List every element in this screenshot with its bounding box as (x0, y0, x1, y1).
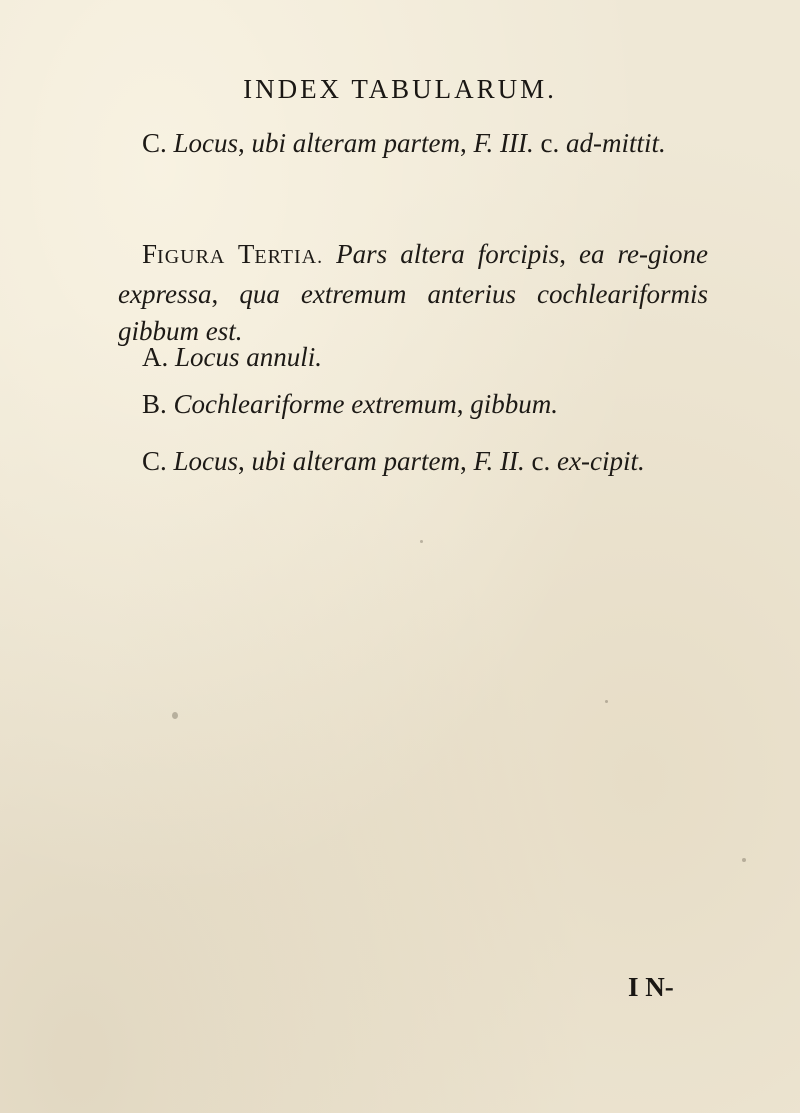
entry-c (118, 443, 708, 480)
entry-separator: , (460, 446, 474, 476)
entry-c-prior (118, 125, 708, 162)
entry-separator: , (238, 446, 252, 476)
entry-text: Locus (173, 128, 239, 158)
entry-text: Cochleariforme extremum (173, 389, 457, 419)
entry-text: ubi alteram partem (251, 446, 461, 476)
entry-figura-tertia (118, 236, 708, 350)
entry-text: ea re-gione expressa (118, 239, 709, 309)
paper-speck (605, 700, 608, 703)
page-title: INDEX TABULARUM. (243, 74, 557, 104)
entry-text: ad-mittit. (566, 128, 666, 158)
figure-heading: IGURA (157, 246, 226, 268)
entry-letter: c. (533, 128, 560, 158)
entry-label: C. (142, 446, 167, 476)
entry-text: Locus (173, 446, 239, 476)
figure-reference: F. II. (473, 446, 525, 476)
entry-separator: , (456, 389, 471, 419)
paper-speck (172, 712, 178, 719)
entry-separator: , (238, 128, 252, 158)
entry-text: Locus annuli. (175, 342, 323, 372)
entry-text: Pars altera forcipis (336, 239, 560, 269)
figure-heading: ERTIA. (254, 246, 324, 268)
paper-speck (742, 858, 746, 862)
entry-text: gibbum. (470, 389, 558, 419)
entry-b (118, 386, 708, 423)
entry-label: B. (142, 389, 167, 419)
entry-text: ubi alteram partem (251, 128, 461, 158)
entry-separator: , (211, 279, 240, 309)
entry-letter: c. (524, 446, 551, 476)
entry-separator: , (460, 128, 474, 158)
entry-label: C. (142, 128, 167, 158)
entry-a (118, 339, 708, 376)
entry-separator: , (559, 239, 580, 269)
paper-speck (420, 540, 423, 543)
entry-text: ex-cipit. (557, 446, 645, 476)
entry-label: A. (142, 342, 169, 372)
catchword: I N- (628, 972, 674, 1002)
figure-heading-initial: F (142, 239, 158, 269)
figure-reference: F. III. (473, 128, 534, 158)
figure-heading-initial: T (237, 239, 255, 269)
entry-text: qua extremum anterius cochleariformis gibbum est. (118, 279, 709, 346)
